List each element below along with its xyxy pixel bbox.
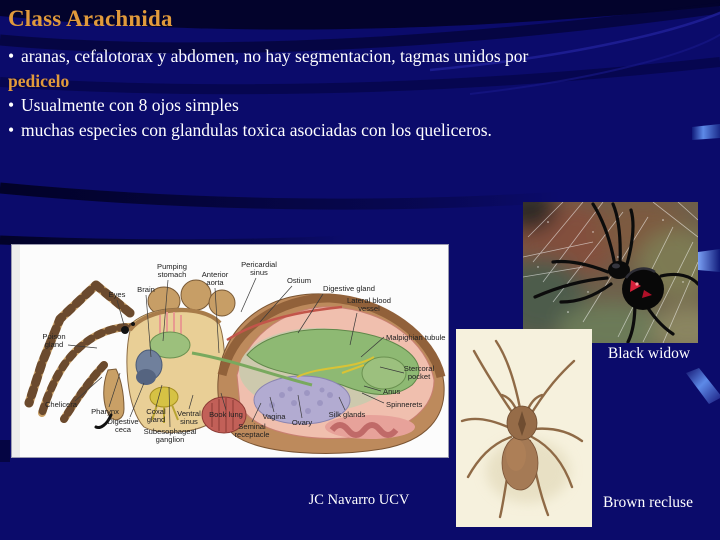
bullet-list bbox=[8, 44, 712, 142]
diagram-label: Pharynx bbox=[91, 407, 119, 416]
diagram-label: Silk glands bbox=[328, 410, 366, 419]
bullet-line-1 bbox=[8, 44, 712, 69]
caption-brown-recluse: Brown recluse bbox=[603, 494, 693, 511]
black-widow-photo bbox=[523, 202, 698, 343]
diagram-label: Book lung bbox=[209, 410, 243, 419]
author-credit: JC Navarro UCV bbox=[308, 492, 410, 508]
diagram-scan-edge bbox=[12, 245, 20, 457]
diagram-label: Pumping stomach bbox=[157, 262, 187, 280]
brown-recluse-photo bbox=[456, 329, 592, 527]
caption-black-widow: Black widow bbox=[607, 345, 691, 362]
diagram-label: Coxal gland bbox=[146, 407, 166, 425]
bullet-marker: • bbox=[8, 95, 15, 115]
bullet-line-3 bbox=[8, 93, 712, 118]
ribbon-accent-3 bbox=[686, 368, 720, 404]
spider-anatomy-art bbox=[12, 245, 448, 457]
bullet-marker: • bbox=[8, 46, 15, 66]
diagram-label: Vagina bbox=[262, 412, 286, 421]
diagram-label: Ostium bbox=[286, 276, 312, 285]
diagram-label: Ventral sinus bbox=[177, 409, 201, 427]
diagram-label: Anterior aorta bbox=[201, 270, 229, 288]
diagram-label: Lateral blood vessel bbox=[347, 296, 391, 314]
diagram-label: Chelicera bbox=[44, 400, 78, 409]
spider-anatomy-diagram bbox=[12, 245, 448, 457]
diagram-label: Brain bbox=[137, 285, 155, 294]
diagram-label: Anus bbox=[383, 387, 401, 396]
diagram-label: Ovary bbox=[291, 418, 313, 427]
diagram-label: Spinnerets bbox=[386, 400, 423, 409]
bullet-line-4 bbox=[8, 118, 712, 143]
bullet-text: muchas especies con glandulas toxica asociadas con los queliceros. bbox=[21, 119, 492, 140]
bullet-text: aranas, cefalotorax y abdomen, no hay segmentacion, tagmas unidos por bbox=[21, 46, 529, 66]
diagram-label: Eyes bbox=[108, 290, 126, 299]
bg-edge-notch bbox=[0, 440, 10, 462]
bullet-text: Usualmente con 8 ojos simples bbox=[21, 95, 239, 115]
diagram-label: Digestive ceca bbox=[107, 417, 139, 435]
diagram-label: Subesophageal ganglion bbox=[143, 427, 197, 445]
diagram-label: Poison gland bbox=[42, 332, 66, 350]
bg-swoosh-3 bbox=[0, 188, 560, 204]
diagram-label: Pericardial sinus bbox=[241, 260, 277, 278]
bullet-marker: • bbox=[8, 119, 15, 140]
diagram-label: Malpighian tubule bbox=[386, 333, 446, 342]
slide-title: Class Arachnida bbox=[8, 6, 173, 31]
diagram-label: Stercoral pocket bbox=[403, 364, 435, 382]
diagram-label: Seminal receptacle bbox=[234, 422, 270, 440]
bg-swoosh-4 bbox=[0, 240, 345, 244]
diagram-label: Digestive gland bbox=[323, 284, 375, 293]
bullet-text-highlight: pedicelo bbox=[8, 70, 70, 91]
bullet-line-2 bbox=[8, 69, 712, 94]
ribbon-accent-2 bbox=[698, 249, 720, 272]
